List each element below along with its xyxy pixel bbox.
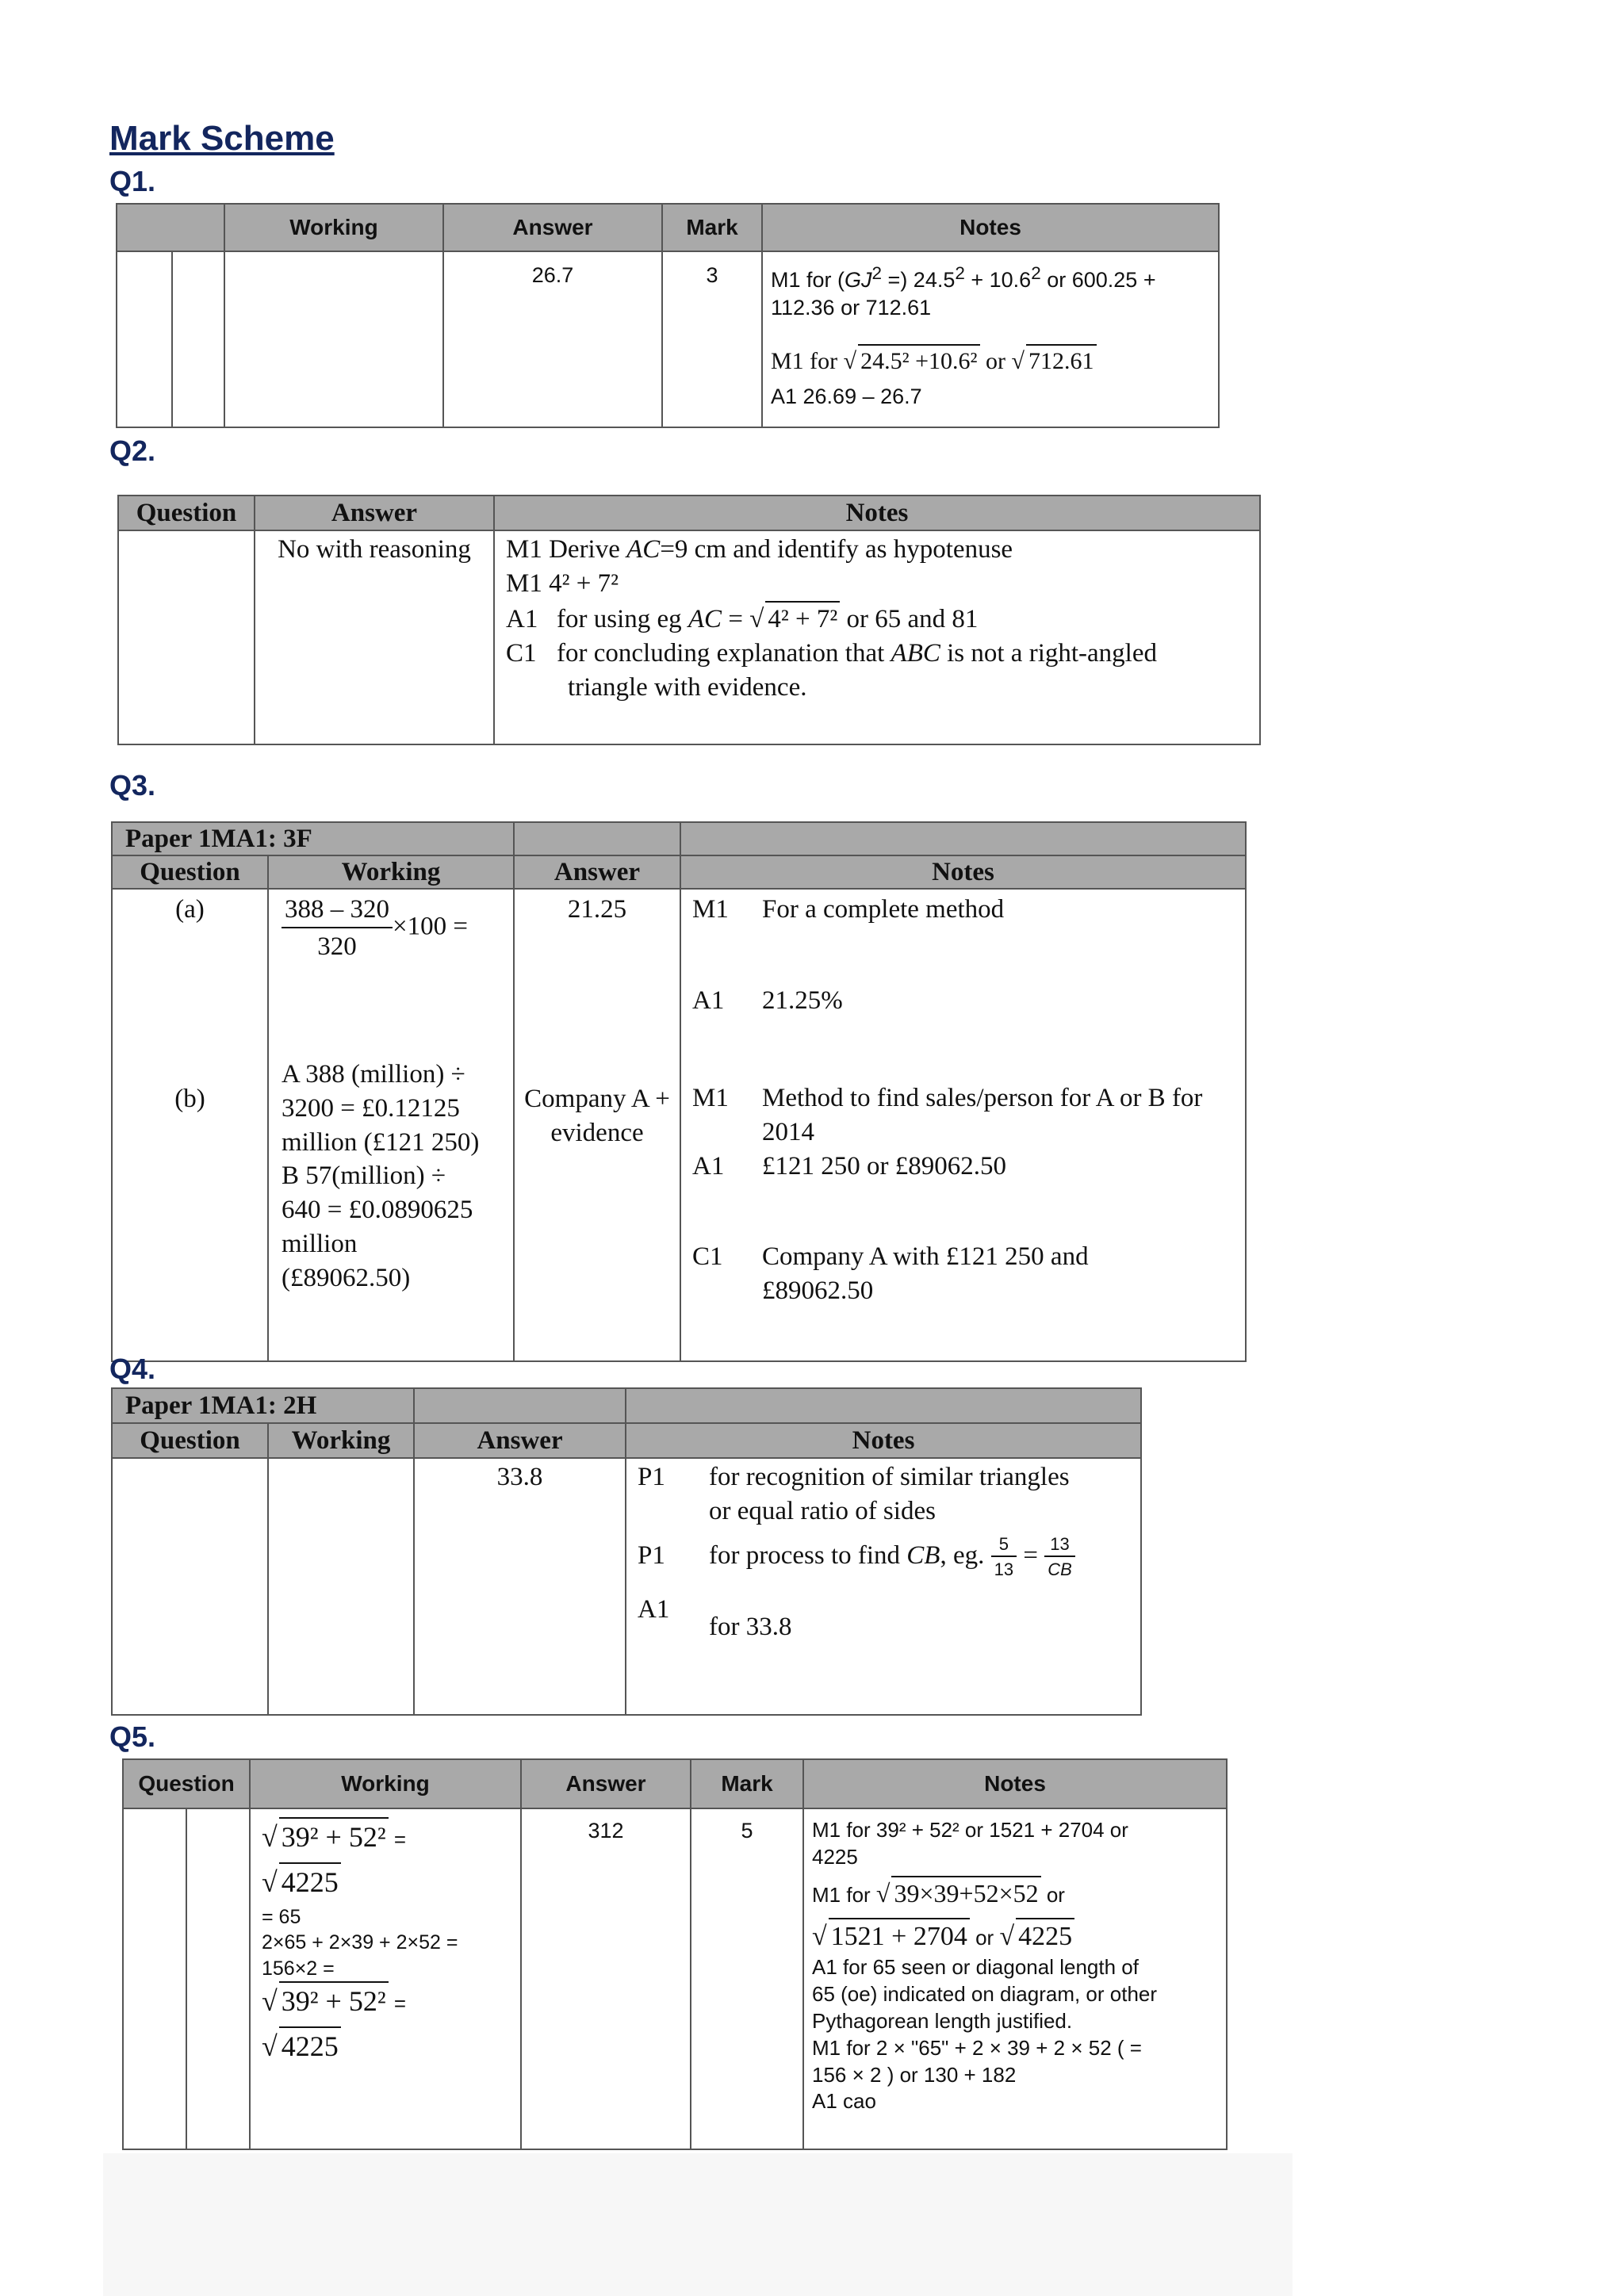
q5-note-m1-squares-cont: 4225 [812, 1844, 858, 1869]
q4-table [111, 1387, 1142, 1716]
q3-table [111, 821, 1247, 1362]
q5-note-m1-root-alt: √ 1521 + 2704 or √ 4225 [812, 1918, 1221, 1954]
q5-answer: 312 [521, 1808, 691, 2149]
q3-question-cell [112, 889, 268, 1361]
q3-note-b-a1: A1 £121 250 or £89062.50 [692, 1151, 1006, 1181]
q3-note-a-a1: A1 21.25% [692, 985, 843, 1015]
q2-label: Q2. [109, 434, 156, 467]
q4-note-p1-process: P1 for process to find CB, eg. $\frac{5}{13}$ = $\frac{13}{CB}$ [638, 1533, 1136, 1582]
q1-note-a1: A1 26.69 – 26.7 [771, 385, 922, 409]
q4-paper-title: Paper 1MA1: 2H [112, 1388, 414, 1423]
q4-note-p1-similar-cont: or equal ratio of sides [709, 1496, 936, 1525]
q1-note-m1-root: M1 for √ 24.5² +10.6² or √ 712.61 [771, 344, 1212, 377]
q5-header-mark: Mark [691, 1759, 803, 1808]
q2-note-m1-derive: M1 Derive AC=9 cm and identify as hypotenuse [506, 535, 1013, 564]
q3-paper-title: Paper 1MA1: 3F [112, 822, 514, 855]
q4-paper-blank2 [626, 1388, 1141, 1423]
q5-working-line4: 2×65 + 2×39 + 2×52 = [262, 1931, 458, 1954]
q5-header-answer: Answer [521, 1759, 691, 1808]
q5-note-a1-cont2: Pythagorean length justified. [812, 2008, 1073, 2033]
q3-paper-blank1 [514, 822, 680, 855]
q4-header-question: Question [112, 1423, 268, 1458]
q5-header-question: Question [123, 1759, 250, 1808]
q3-header-answer: Answer [514, 855, 680, 889]
q1-working-cell [224, 251, 443, 427]
q3-note-b-m1-cont: 2014 [762, 1117, 814, 1146]
q3-header-working: Working [268, 855, 514, 889]
q1-mark: 3 [662, 251, 762, 427]
q5-working-root4: √ 4225 [262, 2026, 515, 2065]
q1-part-cell [172, 251, 224, 427]
q2-note-c1-cont: triangle with evidence. [568, 672, 807, 702]
q2-answer: No with reasoning [255, 530, 494, 744]
q5-note-m1-perimeter: M1 for 2 × "65" + 2 × 39 + 2 × 52 ( = [812, 2035, 1142, 2060]
q5-note-m1-root: M1 for √ 39×39+52×52 or [812, 1876, 1221, 1911]
q5-working-line3: = 65 [262, 1905, 301, 1928]
q3-working-b: A 388 (million) ÷ 3200 = £0.12125 million (£121 250) B 57(million) ÷ 640 = £0.0890625 million (£89062.50) [282, 1059, 480, 1293]
q1-header-mark: Mark [662, 204, 762, 251]
q4-note-a1: A1for 33.8 [638, 1594, 792, 1641]
q5-working-root3: √ 39² + 52² = [262, 1981, 515, 2020]
q2-note-a1: A1 for using eg AC = √ 4² + 7² or 65 and 81 [506, 601, 1253, 637]
q3-part-a: (a) [175, 895, 205, 924]
q3-note-b-m1: M1 Method to find sales/person for A or B for [692, 1083, 1203, 1112]
q5-note-a1-cont1: 65 (oe) indicated on diagram, or other [812, 1982, 1158, 2007]
q3-answer-b-line2: evidence [550, 1118, 644, 1147]
q1-note-m1-squares: M1 for ($GJ^2$ =) $24.5^2 + 10.6^2$ or 600.25 + [771, 263, 1156, 292]
q4-note-p1-similar: P1 for recognition of similar triangles [638, 1463, 1070, 1491]
q3-note-b-c1-cont: £89062.50 [762, 1276, 874, 1306]
q5-part-cell [186, 1808, 250, 2149]
q3-answer-a: 21.25 [567, 895, 627, 924]
q2-note-m1-squares: M1 4² + 7² [506, 568, 619, 598]
q4-header-answer: Answer [414, 1423, 626, 1458]
q3-paper-blank2 [680, 822, 1246, 855]
q1-answer: 26.7 [443, 251, 662, 427]
q5-working-line5: 156×2 = [262, 1957, 335, 1980]
q5-notes-cell [803, 1808, 1227, 2149]
q3-note-a-m1: M1 For a complete method [692, 895, 1005, 924]
q3-header-question: Question [112, 855, 268, 889]
q3-working-a-fraction: $\frac{388 - 320}{320}$ [282, 893, 393, 964]
q5-mark: 5 [691, 1808, 803, 2149]
q1-label: Q1. [109, 165, 156, 197]
q5-working-cell [250, 1808, 521, 2149]
q3-notes-cell [680, 889, 1246, 1361]
q1-notes [762, 251, 1219, 427]
q3-note-b-c1: C1 Company A with £121 250 and [692, 1242, 1089, 1272]
q2-question-cell [118, 530, 255, 744]
q5-table [122, 1758, 1228, 2150]
q4-notes-cell [626, 1458, 1141, 1715]
q3-working-a: $\frac{388 - 320}{320}$ ×100 = [282, 893, 508, 964]
q3-label: Q3. [109, 769, 156, 802]
q5-note-m1-perimeter-cont: 156 × 2 ) or 130 + 182 [812, 2062, 1017, 2087]
q1-header-notes: Notes [762, 204, 1219, 251]
page-bottom-shade [103, 2153, 1293, 2296]
q5-working-root1: √ 39² + 52² = [262, 1817, 515, 1856]
q5-header-notes: Notes [803, 1759, 1227, 1808]
q2-header-question: Question [118, 496, 255, 530]
q4-label: Q4. [109, 1353, 156, 1385]
q3-part-b: (b) [174, 1084, 205, 1113]
q3-answer-b-line1: Company A + [524, 1084, 670, 1113]
q1-question-cell [117, 251, 172, 427]
q5-label: Q5. [109, 1720, 156, 1753]
q3-working-cell [268, 889, 514, 1361]
q4-header-working: Working [268, 1423, 414, 1458]
q5-header-working: Working [250, 1759, 521, 1808]
q2-note-c1: C1 for concluding explanation that ABC is not a right-angled [506, 638, 1157, 668]
q3-header-notes: Notes [680, 855, 1246, 889]
page-title: Mark Scheme [109, 119, 335, 158]
q1-table [116, 203, 1220, 428]
q4-working-cell [268, 1458, 414, 1715]
q5-question-cell [123, 1808, 186, 2149]
q1-header-answer: Answer [443, 204, 662, 251]
q3-answer-cell [514, 889, 680, 1361]
q4-paper-blank1 [414, 1388, 626, 1423]
q5-working-root2: √ 4225 [262, 1862, 515, 1901]
q2-notes [494, 530, 1260, 744]
q5-note-a1: A1 for 65 seen or diagonal length of [812, 1955, 1139, 1980]
q2-header-notes: Notes [494, 496, 1260, 530]
q4-header-notes: Notes [626, 1423, 1141, 1458]
q4-question-cell [112, 1458, 268, 1715]
q5-note-m1-squares: M1 for 39² + 52² or 1521 + 2704 or [812, 1818, 1128, 1842]
q2-header-answer: Answer [255, 496, 494, 530]
q2-table [117, 495, 1261, 745]
q5-note-a1-cao: A1 cao [812, 2089, 876, 2114]
q1-note-m1-sum: 112.36 or 712.61 [771, 296, 932, 320]
q4-answer: 33.8 [414, 1458, 626, 1715]
q1-header-working: Working [224, 204, 443, 251]
q1-header-blank [117, 204, 224, 251]
